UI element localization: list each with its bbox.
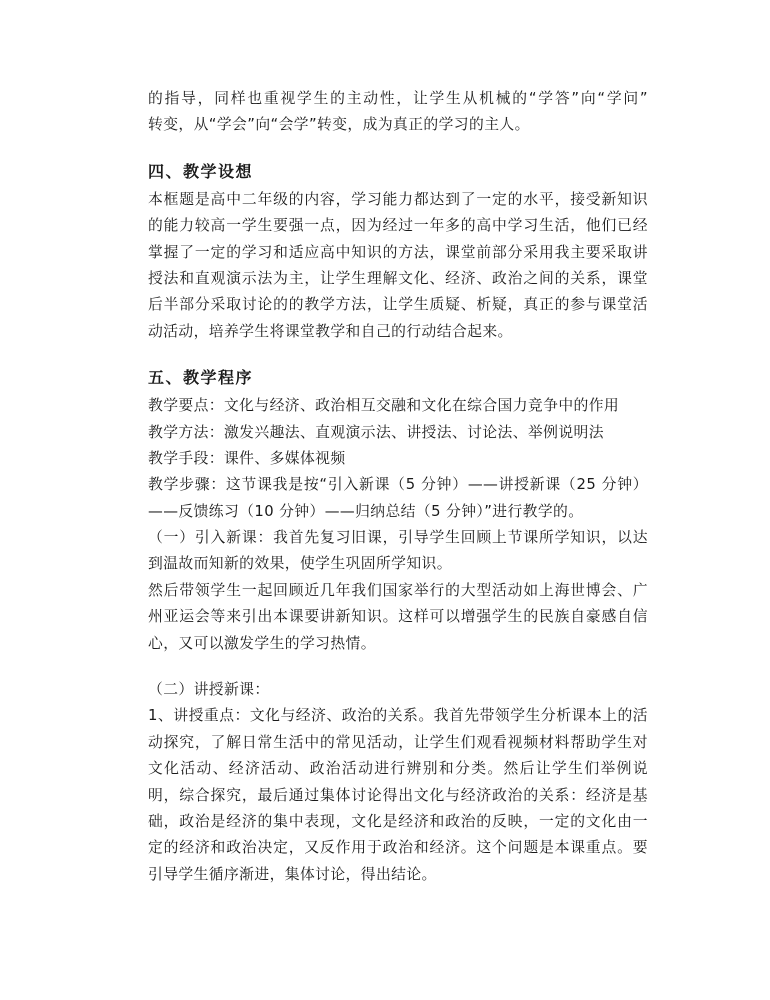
text-line: （一）引入新课：我首先复习旧课，引导学生回顾上节课所学知识，以达 [148, 529, 648, 547]
text-line: ——反馈练习（10 分钟）——归纳总结（5 分钟）”进行教学的。 [148, 502, 584, 520]
section-heading-teaching-concept: 四、教学设想 [148, 161, 254, 181]
text-line: 文化活动、经济活动、政治活动进行辨别和分类。然后让学生们举例说 [148, 760, 648, 778]
text-line: 转变，从“学会”向“会学”转变，成为真正的学习的主人。 [148, 116, 530, 134]
document-body [148, 86, 648, 888]
text-line: 州亚运会等来引出本课要讲新知识。这样可以增强学生的民族自豪感自信 [148, 608, 648, 626]
text-line: 教学要点：文化与经济、政治相互交融和文化在综合国力竞争中的作用 [148, 397, 620, 415]
text-line: 础，政治是经济的集中表现，文化是经济和政治的反映，一定的文化由一 [148, 812, 648, 830]
teaching-concept-paragraph [148, 187, 648, 345]
text-line: 动活动，培养学生将课堂教学和自己的行动结合起来。 [148, 322, 513, 340]
text-line: 的指导，同样也重视学生的主动性，让学生从机械的“学答”向“学问” [148, 90, 648, 107]
teaching-procedure-paragraph [148, 393, 648, 657]
text-line: 教学手段：课件、多媒体视频 [148, 449, 346, 467]
text-line: 1、讲授重点：文化与经济、政治的关系。我首先带领学生分析课本上的活 [148, 707, 648, 725]
text-line: 教学步骤：这节课我是按“引入新课（5 分钟）——讲授新课（25 分钟） [148, 476, 648, 494]
text-line: 引导学生循序渐进，集体讨论，得出结论。 [148, 865, 437, 883]
text-line: 授法和直观演示法为主，让学生理解文化、经济、政治之间的关系，课堂 [148, 269, 648, 287]
text-line: 明，综合探究，最后通过集体讨论得出文化与经济政治的关系：经济是基 [148, 786, 648, 804]
intro-paragraph [148, 86, 648, 139]
new-lesson-paragraph [148, 703, 648, 888]
text-line: 然后带领学生一起回顾近几年我们国家举行的大型活动如上海世博会、广 [148, 581, 648, 599]
text-line: 本框题是高中二年级的内容，学习能力都达到了一定的水平，接受新知识 [148, 190, 648, 208]
text-line: 到温故而知新的效果，使学生巩固所学知识。 [148, 555, 452, 573]
subsection-title-new-lesson: （二）讲授新课： [148, 681, 270, 699]
section-heading-teaching-procedure: 五、教学程序 [148, 368, 254, 388]
text-line: 心，又可以激发学生的学习热情。 [148, 634, 376, 652]
text-line: 动探究，了解日常生活中的常见活动，让学生们观看视频材料帮助学生对 [148, 733, 648, 751]
text-line: 定的经济和政治决定，又反作用于政治和经济。这个问题是本课重点。要 [148, 839, 648, 857]
text-line: 的能力较高一学生要强一点，因为经过一年多的高中学习生活，他们已经 [148, 217, 648, 235]
text-line: 掌握了一定的学习和适应高中知识的方法，课堂前部分采用我主要采取讲 [148, 243, 648, 261]
text-line: 后半部分采取讨论的的教学方法，让学生质疑、析疑，真正的参与课堂活 [148, 296, 648, 314]
text-line: 教学方法：激发兴趣法、直观演示法、讲授法、讨论法、举例说明法 [148, 423, 604, 441]
